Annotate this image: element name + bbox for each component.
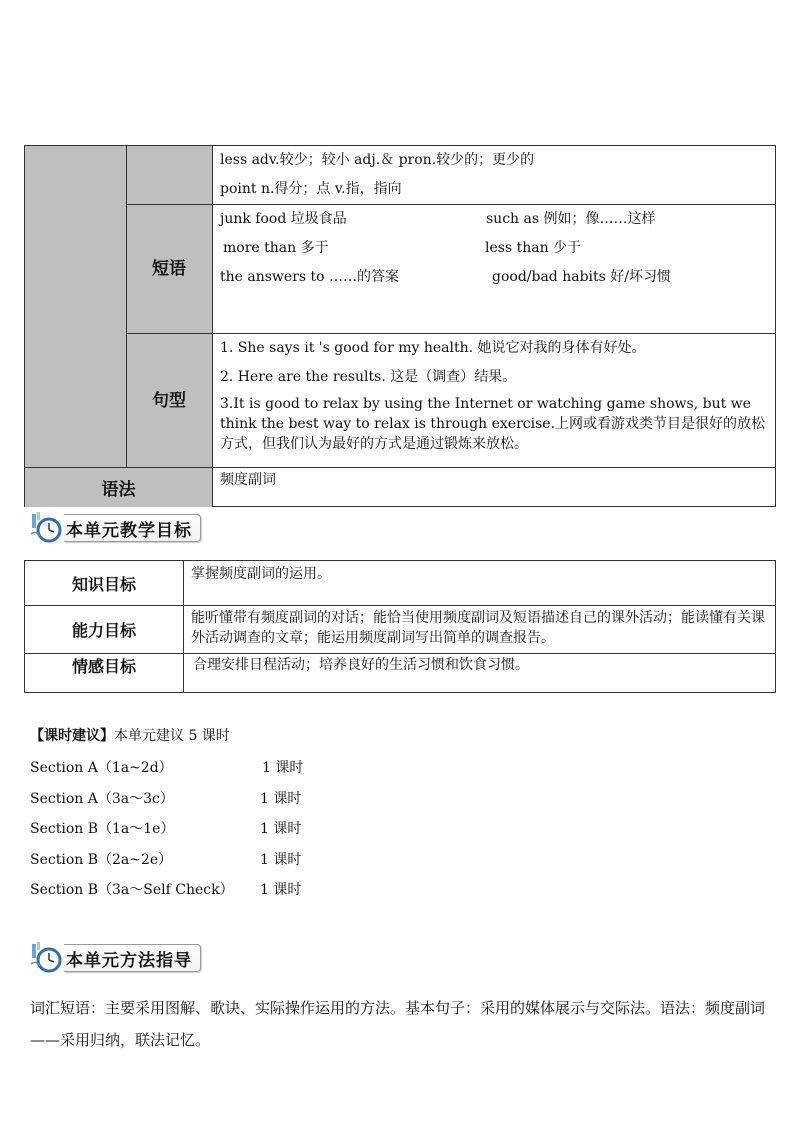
schedule-item-hours: 1 课时 (260, 821, 302, 837)
schedule-item-section: Section B（3a～Self Check） (30, 882, 234, 898)
method-section-title: 本单元方法指导 (64, 944, 201, 972)
schedule-item-section: Section A（1a~2d） (30, 760, 173, 776)
phrase-item: junk food 垃圾食品 (220, 211, 347, 227)
vocab-label-column (126, 146, 212, 467)
schedule-item-section: Section B（1a～1e） (30, 821, 175, 837)
schedule-heading-bold: 【课时建议】 (30, 728, 114, 744)
phrase-item: more than 多于 (223, 240, 329, 256)
schedule-item-section: Section B（2a~2e） (30, 852, 173, 868)
patterns-label: 句型 (152, 391, 186, 411)
goal-label-ability: 能力目标 (71, 621, 136, 640)
goal-text-ability: 能听懂带有频度副词的对话；能恰当使用频度副词及短语描述自己的课外活动；能读懂有关课外活动调查的文章；能运用频度副词写出简单的调查报告。 (191, 610, 765, 646)
phrase-item: such as 例如；像……这样 (486, 211, 656, 227)
goal-text-knowledge: 掌握频度副词的运用。 (191, 566, 331, 582)
goal-label-knowledge: 知识目标 (71, 574, 136, 594)
schedule-item-hours: 1 课时 (260, 791, 302, 807)
schedule-item-section: Section A（3a～3c） (30, 791, 174, 807)
schedule-item-hours: 1 课时 (260, 882, 302, 898)
goals-section-title: 本单元教学目标 (64, 514, 201, 542)
schedule-heading (30, 725, 230, 745)
phrase-item: good/bad habits 好/坏习惯 (492, 269, 671, 285)
pattern-sentence: 2. Here are the results. 这是（调查）结果。 (220, 369, 517, 385)
goal-text-emotion: 合理安排日程活动；培养良好的生活习惯和饮食习惯。 (193, 657, 529, 673)
schedule-heading-text: 本单元建议 5 课时 (114, 728, 230, 744)
phrase-item: the answers to ……的答案 (220, 269, 400, 285)
vocab-left-column (25, 146, 126, 467)
alarm-clock-icon (30, 942, 64, 974)
alarm-clock-icon (30, 512, 64, 544)
grammar-text: 频度副词 (220, 472, 276, 488)
pattern-sentence: 3.It is good to relax by using the Internet or watching game shows, but we think the best way to relax is through exercise.上网或看游戏类节目是很好的放松方式，但我们认为最好的方式是通过锻炼来放松。 (220, 396, 766, 452)
goal-label-emotion: 情感目标 (71, 656, 136, 676)
word-line: point n.得分；点 v.指，指向 (220, 181, 402, 197)
method-section-header (30, 942, 201, 974)
pattern-sentence: 1. She says it 's good for my health. 她说它对我的身体有好处。 (220, 340, 646, 356)
method-text: 词汇短语：主要采用图解、歌诀、实际操作运用的方法。基本句子：采用的媒体展示与交际法。语法：频度副词——采用归纳，联法记忆。 (30, 999, 766, 1049)
goals-section-header (30, 512, 201, 544)
vocab-table (24, 145, 776, 507)
schedule-item-hours: 1 课时 (262, 760, 304, 776)
phrases-label: 短语 (152, 259, 186, 279)
phrase-item: less than 少于 (485, 240, 582, 256)
goals-table (24, 560, 776, 693)
grammar-label: 语法 (101, 480, 136, 500)
schedule-item-hours: 1 课时 (260, 852, 302, 868)
word-line: less adv.较少；较小 adj.＆ pron.较少的；更少的 (220, 152, 535, 168)
